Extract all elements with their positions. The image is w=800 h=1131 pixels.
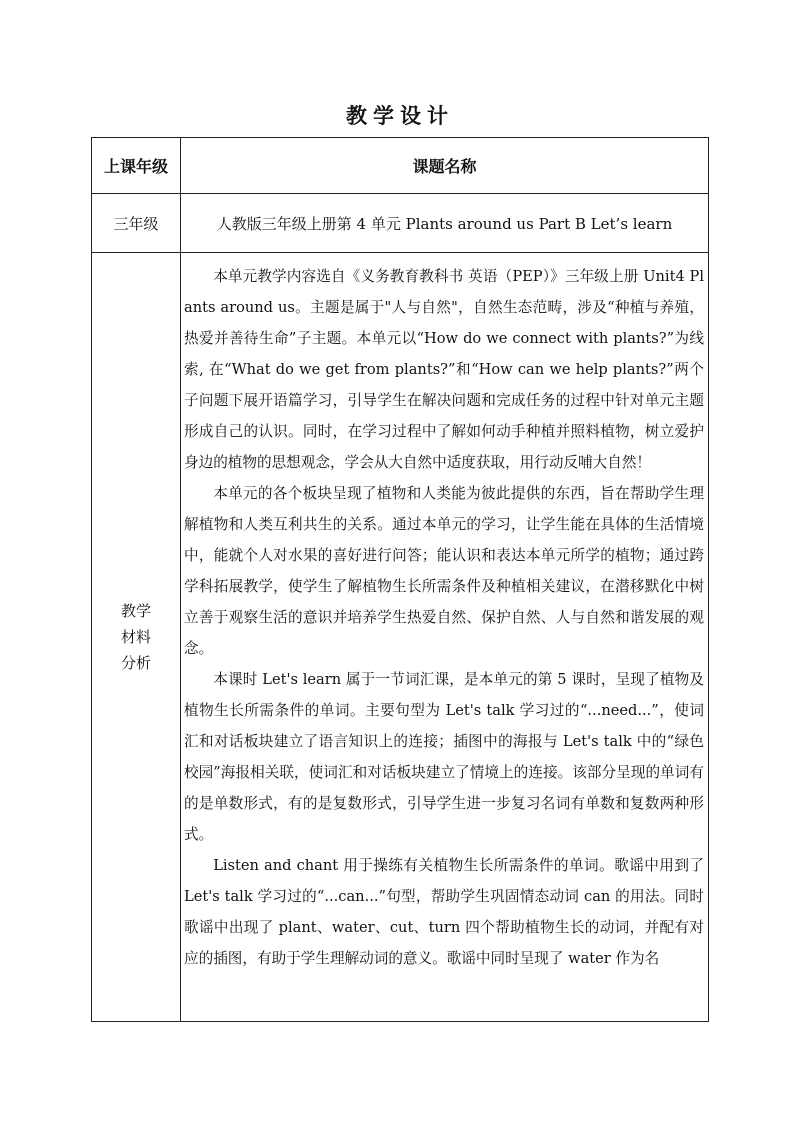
table-header-row xyxy=(92,138,709,194)
analysis-row xyxy=(92,253,709,1022)
grade-value: 三年级 xyxy=(92,194,181,253)
analysis-paragraph: 本单元的各个板块呈现了植物和人类能为彼此提供的东西，旨在帮助学生理解植物和人类互利共生的关系。通过本单元的学习，让学生能在具体的生活情境中，能就个人对水果的喜好进行问答；能认识和表达本单元所学的植物；通过跨学科拓展教学，使学生了解植物生长所需条件及种植相关建议，在潜移默化中树立善于观察生活的意识并培养学生热爱自然、保护自然、人与自然和谐发展的观念。 xyxy=(184,485,704,657)
topic-value: 人教版三年级上册第 4 单元 Plants around us Part B Let’s learn xyxy=(181,194,709,253)
analysis-paragraph: 本课时 Let's learn 属于一节词汇课，是本单元的第 5 课时，呈现了植物及植物生长所需条件的单词。主要句型为 Let's talk 学习过的“...need...”，使词汇和对话板块建立了语言知识上的连接；插图中的海报与 Let's talk 中的“绿色校园”海报相关联，使词汇和对话板块建立了情境上的连接。该部分呈现的单词有的是单数形式，有的是复数形式，引导学生进一步复习名词有单数和复数两种形式。 xyxy=(184,671,704,843)
analysis-label-line: 材料 xyxy=(120,628,151,646)
grade-header: 上课年级 xyxy=(92,138,181,194)
analysis-label-line: 教学 xyxy=(120,602,151,620)
analysis-paragraph: 本单元教学内容选自《义务教育教科书 英语（PEP）》三年级上册 Unit4 Plants around us。主题是属于"人与自然"，自然生态范畴，涉及“种植与养殖，热爱并善待生命”子主题。本单元以“How do we connect with plants?”为线索, 在“What do we get from plants?”和“How can we help plants?”两个子问题下展开语篇学习，引导学生在解决问题和完成任务的过程中针对单元主题形成自己的认识。同时，在学习过程中了解如何动手种植并照料植物，树立爱护身边的植物的思想观念，学会从大自然中适度获取，用行动反哺大自然！ xyxy=(184,268,704,471)
analysis-label-line: 分析 xyxy=(120,654,151,672)
analysis-paragraph: Listen and chant 用于操练有关植物生长所需条件的单词。歌谣中用到了 Let's talk 学习过的“...can...”句型，帮助学生巩固情态动词 can 的用法。同时歌谣中出现了 plant、water、cut、turn 四个帮助植物生长的动词，并配有对应的插图，有助于学生理解动词的意义。歌谣中同时呈现了 water 作为名 xyxy=(184,857,704,967)
table-info-row xyxy=(92,194,709,253)
document-title: 教学设计 xyxy=(346,104,454,128)
analysis-content xyxy=(181,253,709,1022)
topic-header: 课题名称 xyxy=(181,138,709,194)
analysis-label xyxy=(92,253,181,1022)
lesson-plan-table xyxy=(91,137,709,1022)
